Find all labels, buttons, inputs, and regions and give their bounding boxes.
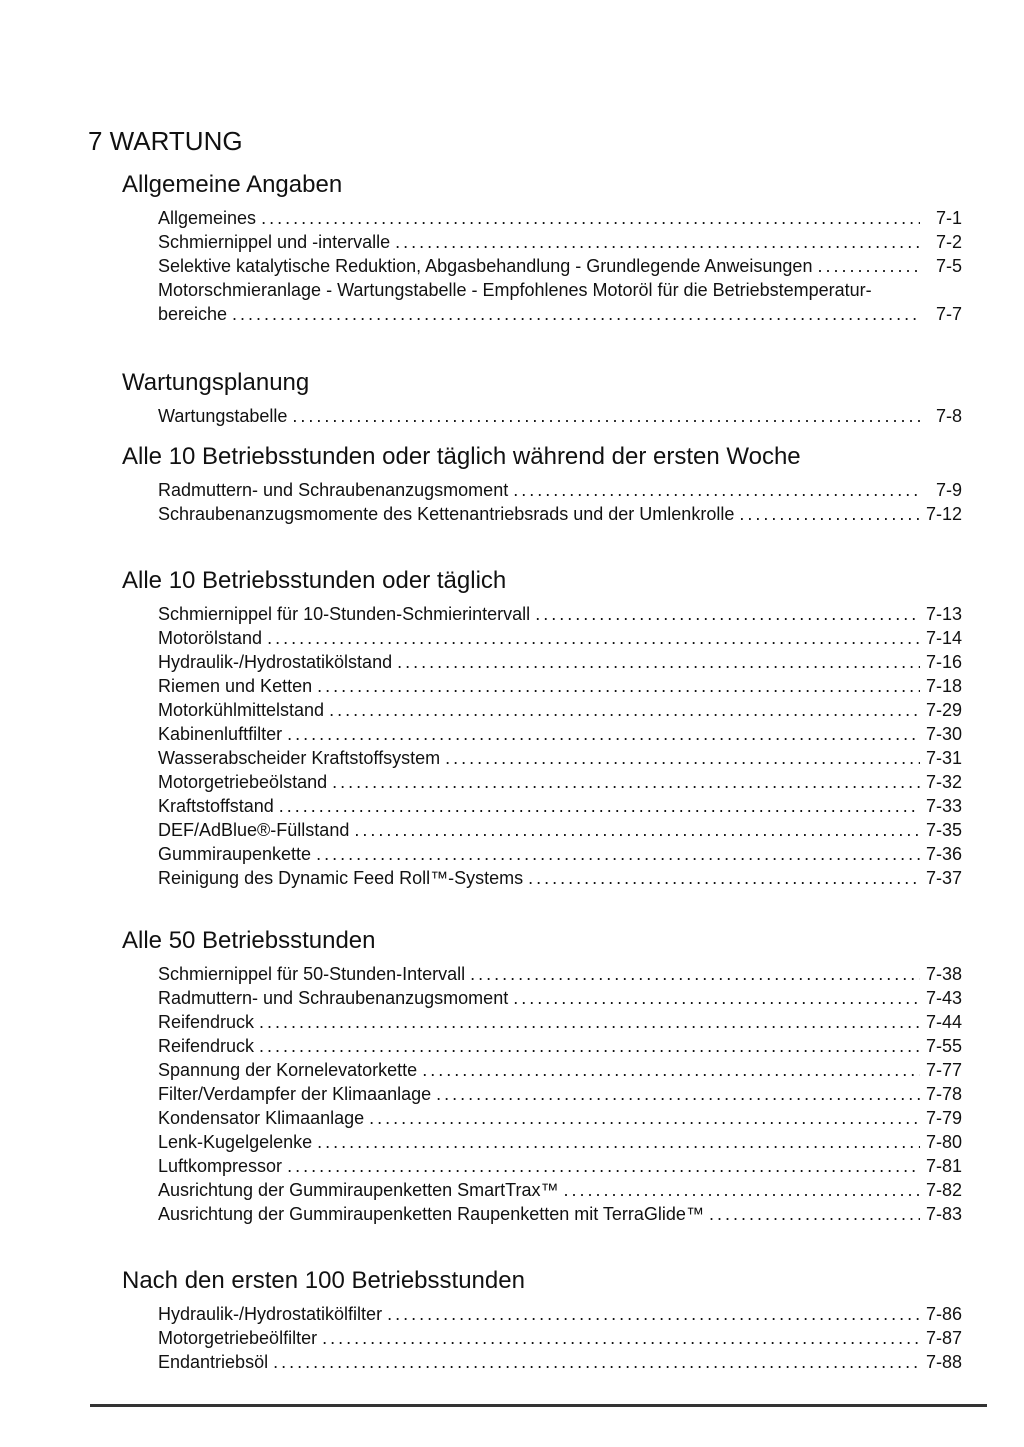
toc-entry-label: Endantriebsöl bbox=[158, 1352, 269, 1372]
toc-entry bbox=[158, 1202, 962, 1226]
toc-entry-list bbox=[158, 962, 962, 1226]
toc-entry-label: Schmiernippel und -intervalle bbox=[158, 232, 391, 252]
toc-entry-page: 7-87 bbox=[925, 1328, 962, 1348]
toc-entry bbox=[158, 602, 962, 626]
toc-entry-label: Kondensator Klimaanlage bbox=[158, 1108, 365, 1128]
dot-leader bbox=[232, 302, 920, 326]
toc-entry-page: 7-79 bbox=[925, 1108, 962, 1128]
toc-entry-list bbox=[158, 602, 962, 890]
toc-entry-page: 7-80 bbox=[925, 1132, 962, 1152]
dot-leader bbox=[273, 1350, 920, 1374]
toc-entry bbox=[158, 1302, 962, 1326]
toc-entry-label: Riemen und Ketten bbox=[158, 676, 313, 696]
dot-leader bbox=[287, 722, 920, 746]
section-title: Nach den ersten 100 Betriebsstunden bbox=[122, 1267, 525, 1294]
toc-entry bbox=[158, 1106, 962, 1130]
toc-entry-page: 7-13 bbox=[925, 604, 962, 624]
toc-entry-page: 7-16 bbox=[925, 652, 962, 672]
toc-entry-page: 7-30 bbox=[925, 724, 962, 744]
toc-entry-page: 7-31 bbox=[925, 748, 962, 768]
dot-leader bbox=[259, 1034, 920, 1058]
toc-entry-page: 7-83 bbox=[925, 1204, 962, 1224]
toc-entry-label: Radmuttern- und Schraubenanzugsmoment bbox=[158, 988, 509, 1008]
section-title: Alle 10 Betriebsstunden oder täglich während der ersten Woche bbox=[122, 443, 801, 470]
toc-entry-page: 7-78 bbox=[925, 1084, 962, 1104]
footer-rule bbox=[90, 1404, 987, 1407]
dot-leader bbox=[292, 404, 920, 428]
toc-entry-label: Wasserabscheider Kraftstoffsystem bbox=[158, 748, 441, 768]
toc-entry-label: Schmiernippel für 50-Stunden-Intervall bbox=[158, 964, 466, 984]
dot-leader bbox=[817, 254, 920, 278]
toc-entry-page: 7-82 bbox=[925, 1180, 962, 1200]
dot-leader bbox=[387, 1302, 920, 1326]
toc-entry bbox=[158, 698, 962, 722]
dot-leader bbox=[445, 746, 920, 770]
toc-entry-page: 7-88 bbox=[925, 1352, 962, 1372]
toc-entry bbox=[158, 502, 962, 526]
toc-section bbox=[88, 368, 962, 428]
dot-leader bbox=[564, 1178, 920, 1202]
toc-entry-page: 7-9 bbox=[935, 480, 962, 500]
dot-leader bbox=[317, 1130, 920, 1154]
toc-entry-page: 7-29 bbox=[925, 700, 962, 720]
toc-entry bbox=[158, 986, 962, 1010]
dot-leader bbox=[369, 1106, 920, 1130]
dot-leader bbox=[395, 230, 920, 254]
toc-entry bbox=[158, 302, 962, 326]
dot-leader bbox=[267, 626, 920, 650]
dot-leader bbox=[535, 602, 920, 626]
toc-entry-label: Ausrichtung der Gummiraupenketten Raupenketten mit TerraGlide™ bbox=[158, 1204, 704, 1224]
toc-entry bbox=[158, 1326, 962, 1350]
toc-entry-page: 7-2 bbox=[935, 232, 962, 252]
toc-entry-label: Reinigung des Dynamic Feed Roll™-Systems bbox=[158, 868, 524, 888]
dot-leader bbox=[261, 206, 920, 230]
toc-entry bbox=[158, 1010, 962, 1034]
toc-entry-label: Reifendruck bbox=[158, 1036, 255, 1056]
dot-leader bbox=[528, 866, 920, 890]
dot-leader bbox=[436, 1082, 920, 1106]
toc-entry-label: Motorölstand bbox=[158, 628, 263, 648]
toc-entry-page: 7-81 bbox=[925, 1156, 962, 1176]
toc-entry bbox=[158, 746, 962, 770]
toc-entry bbox=[158, 1178, 962, 1202]
toc-sections bbox=[88, 170, 962, 1374]
toc-entry-page: 7-33 bbox=[925, 796, 962, 816]
toc-entry bbox=[158, 478, 962, 502]
toc-entry bbox=[158, 1130, 962, 1154]
toc-section bbox=[88, 566, 962, 890]
section-title: Alle 10 Betriebsstunden oder täglich bbox=[122, 567, 507, 594]
toc-entry bbox=[158, 1082, 962, 1106]
section-title: Wartungsplanung bbox=[122, 369, 310, 396]
toc-entry bbox=[158, 770, 962, 794]
toc-section bbox=[88, 442, 962, 526]
toc-entry-page: 7-35 bbox=[925, 820, 962, 840]
dot-leader bbox=[513, 478, 920, 502]
toc-entry-page: 7-86 bbox=[925, 1304, 962, 1324]
toc-entry-label: Hydraulik-/Hydrostatikölstand bbox=[158, 652, 393, 672]
toc-entry bbox=[158, 626, 962, 650]
toc-entry bbox=[158, 1034, 962, 1058]
toc-entry-label: Lenk-Kugelgelenke bbox=[158, 1132, 313, 1152]
toc-entry-list bbox=[158, 478, 962, 526]
dot-leader bbox=[354, 818, 920, 842]
dot-leader bbox=[513, 986, 920, 1010]
toc-entry bbox=[158, 1058, 962, 1082]
toc-entry-label: Ausrichtung der Gummiraupenketten SmartTrax™ bbox=[158, 1180, 559, 1200]
dot-leader bbox=[317, 674, 920, 698]
toc-entry-label: Selektive katalytische Reduktion, Abgasbehandlung - Grundlegende Anweisungen bbox=[158, 256, 813, 276]
toc-entry bbox=[158, 866, 962, 890]
toc-entry-label: Motorgetriebeölfilter bbox=[158, 1328, 318, 1348]
toc-entry-label: Schmiernippel für 10-Stunden-Schmierintervall bbox=[158, 604, 531, 624]
toc-entry-label: Kraftstoffstand bbox=[158, 796, 274, 816]
chapter-title: 7 WARTUNG bbox=[88, 126, 243, 156]
toc-entry-label: Hydraulik-/Hydrostatikölfilter bbox=[158, 1304, 383, 1324]
toc-entry-label: Motorgetriebeölstand bbox=[158, 772, 328, 792]
dot-leader bbox=[739, 502, 920, 526]
toc-entry bbox=[158, 404, 962, 428]
dot-leader bbox=[709, 1202, 920, 1226]
toc-entry-label: Motorkühlmittelstand bbox=[158, 700, 325, 720]
toc-entry-page: 7-14 bbox=[925, 628, 962, 648]
toc-entry-page: 7-32 bbox=[925, 772, 962, 792]
toc-entry-page: 7-12 bbox=[925, 504, 962, 524]
dot-leader bbox=[329, 698, 920, 722]
toc-entry-page: 7-55 bbox=[925, 1036, 962, 1056]
toc-entry-list bbox=[158, 404, 962, 428]
toc-entry bbox=[158, 206, 962, 230]
toc-entry-label: Schraubenanzugsmomente des Kettenantriebsrads und der Umlenkrolle bbox=[158, 504, 735, 524]
dot-leader bbox=[397, 650, 920, 674]
toc-entry-label: Allgemeines bbox=[158, 208, 257, 228]
toc-entry bbox=[158, 794, 962, 818]
toc-entry-label: Gummiraupenkette bbox=[158, 844, 312, 864]
toc-entry bbox=[158, 230, 962, 254]
dot-leader bbox=[316, 842, 920, 866]
toc-entry-page: 7-37 bbox=[925, 868, 962, 888]
toc-entry-label: Kabinenluftfilter bbox=[158, 724, 283, 744]
toc-entry bbox=[158, 674, 962, 698]
section-title: Allgemeine Angaben bbox=[122, 171, 343, 198]
dot-leader bbox=[279, 794, 920, 818]
toc-entry bbox=[158, 1350, 962, 1374]
toc-entry-label: Motorschmieranlage - Wartungstabelle - Empfohlenes Motoröl für die Betriebstemperatur- bbox=[158, 280, 872, 300]
toc-entry bbox=[158, 842, 962, 866]
dot-leader bbox=[422, 1058, 920, 1082]
toc-entry bbox=[158, 650, 962, 674]
toc-entry-page: 7-43 bbox=[925, 988, 962, 1008]
dot-leader bbox=[332, 770, 920, 794]
toc-entry bbox=[158, 722, 962, 746]
toc-entry-label: Filter/Verdampfer der Klimaanlage bbox=[158, 1084, 432, 1104]
toc-entry bbox=[158, 962, 962, 986]
toc-entry-page: 7-18 bbox=[925, 676, 962, 696]
dot-leader bbox=[287, 1154, 920, 1178]
toc-entry-page: 7-5 bbox=[935, 256, 962, 276]
toc-entry-page: 7-44 bbox=[925, 1012, 962, 1032]
dot-leader bbox=[259, 1010, 920, 1034]
toc-entry-page: 7-1 bbox=[935, 208, 962, 228]
toc-entry-list bbox=[158, 206, 962, 326]
section-title: Alle 50 Betriebsstunden bbox=[122, 927, 376, 954]
toc-entry-page: 7-38 bbox=[925, 964, 962, 984]
toc-entry-label: Radmuttern- und Schraubenanzugsmoment bbox=[158, 480, 509, 500]
toc-entry-page: 7-36 bbox=[925, 844, 962, 864]
toc-entry-label: Reifendruck bbox=[158, 1012, 255, 1032]
toc-entry-label: Spannung der Kornelevatorkette bbox=[158, 1060, 418, 1080]
toc-entry-label: DEF/AdBlue®-Füllstand bbox=[158, 820, 350, 840]
toc-entry-label: Luftkompressor bbox=[158, 1156, 283, 1176]
toc-section bbox=[88, 170, 962, 326]
toc-entry-label: bereiche bbox=[158, 304, 228, 324]
toc-entry-page: 7-7 bbox=[935, 304, 962, 324]
toc-section bbox=[88, 926, 962, 1226]
toc-entry bbox=[158, 1154, 962, 1178]
toc-entry-page: 7-8 bbox=[935, 406, 962, 426]
toc-section bbox=[88, 1266, 962, 1374]
toc-entry bbox=[158, 254, 962, 278]
toc-entry-list bbox=[158, 1302, 962, 1374]
toc-entry-page: 7-77 bbox=[925, 1060, 962, 1080]
dot-leader bbox=[322, 1326, 920, 1350]
toc-entry-label: Wartungstabelle bbox=[158, 406, 288, 426]
dot-leader bbox=[470, 962, 920, 986]
toc-entry bbox=[158, 818, 962, 842]
